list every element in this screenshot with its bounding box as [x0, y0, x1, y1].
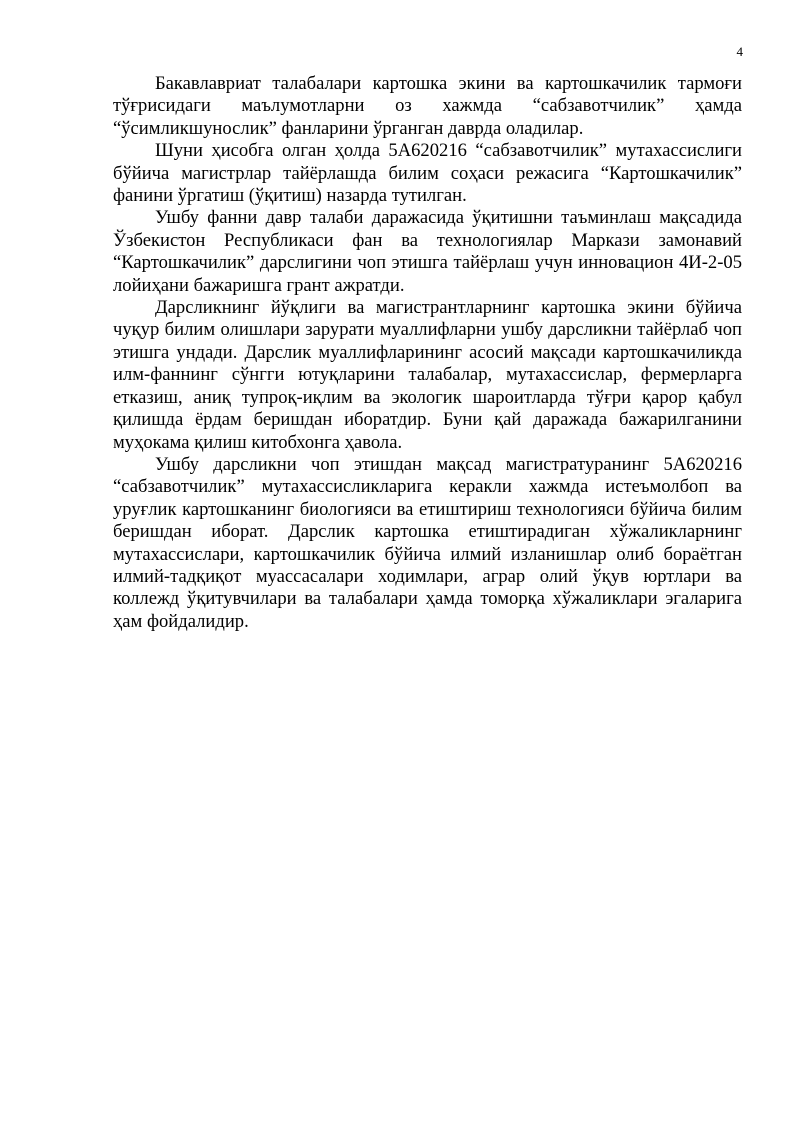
paragraph-masters-curriculum: Шуни ҳисобга олган ҳолда 5А620216 “сабзавотчилик” мутахассислиги бўйича магистрлар тайёрлашда билим соҳаси режасига “Картошкачилик” фанини ўргатиш (ўқитиш) назарда тутилган. — [113, 140, 742, 207]
document-body — [113, 73, 742, 633]
paragraph-audience: Ушбу дарсликни чоп этишдан мақсад магистратуранинг 5А620216 “сабзавотчилик” мутахассисликларига керакли хажмда истеъмолбоп ва уруғлик картошканинг биологияси ва етиштириш технологияси бўйича билим беришдан иборат. Дарслик картошка етиштирадиган хўжаликларнинг мутахассислари, картошкачилик бўйича илмий изланишлар олиб бораётган илмий-тадқиқот муассасалари ходимлари, аграр олий ўқув юртлари ва коллежд ўқитувчилари ва талабалари ҳамда томорқа хўжаликлари эгаларига ҳам фойдалидир. — [113, 453, 742, 632]
paragraph-textbook-purpose: Дарсликнинг йўқлиги ва магистрантларнинг картошка экини бўйича чуқур билим олишлари зарурати муаллифларни ушбу дарсликни тайёрлаб чоп этишга ундади. Дарслик муаллифларининг асосий мақсади картошкачиликда илм-фаннинг сўнгги ютуқларини талабалар, мутахассислар, фермерларга етказиш, аниқ тупроқ-иқлим ва экологик шароитларда тўғри қарор қабул қилишда ёрдам беришдан иборатдир. Буни қай даражада бажарилганини муҳокама қилиш китобхонга ҳавола. — [113, 297, 742, 453]
page-number: 4 — [736, 44, 743, 59]
paragraph-intro-bachelors: Бакавлавриат талабалари картошка экини ва картошкачилик тармоғи тўғрисидаги маълумотларни оз хажмда “сабзавотчилик” ҳамда “ўсимликшунослик” фанларини ўрганган даврда оладилар. — [113, 73, 742, 139]
paragraph-grant: Ушбу фанни давр талаби даражасида ўқитишни таъминлаш мақсадида Ўзбекистон Республикаси фан ва технологиялар Маркази замонавий “Картошкачилик” дарслигини чоп этишга тайёрлаш учун инновацион 4И-2-05 лойиҳани бажаришга грант ажратди. — [113, 207, 742, 296]
